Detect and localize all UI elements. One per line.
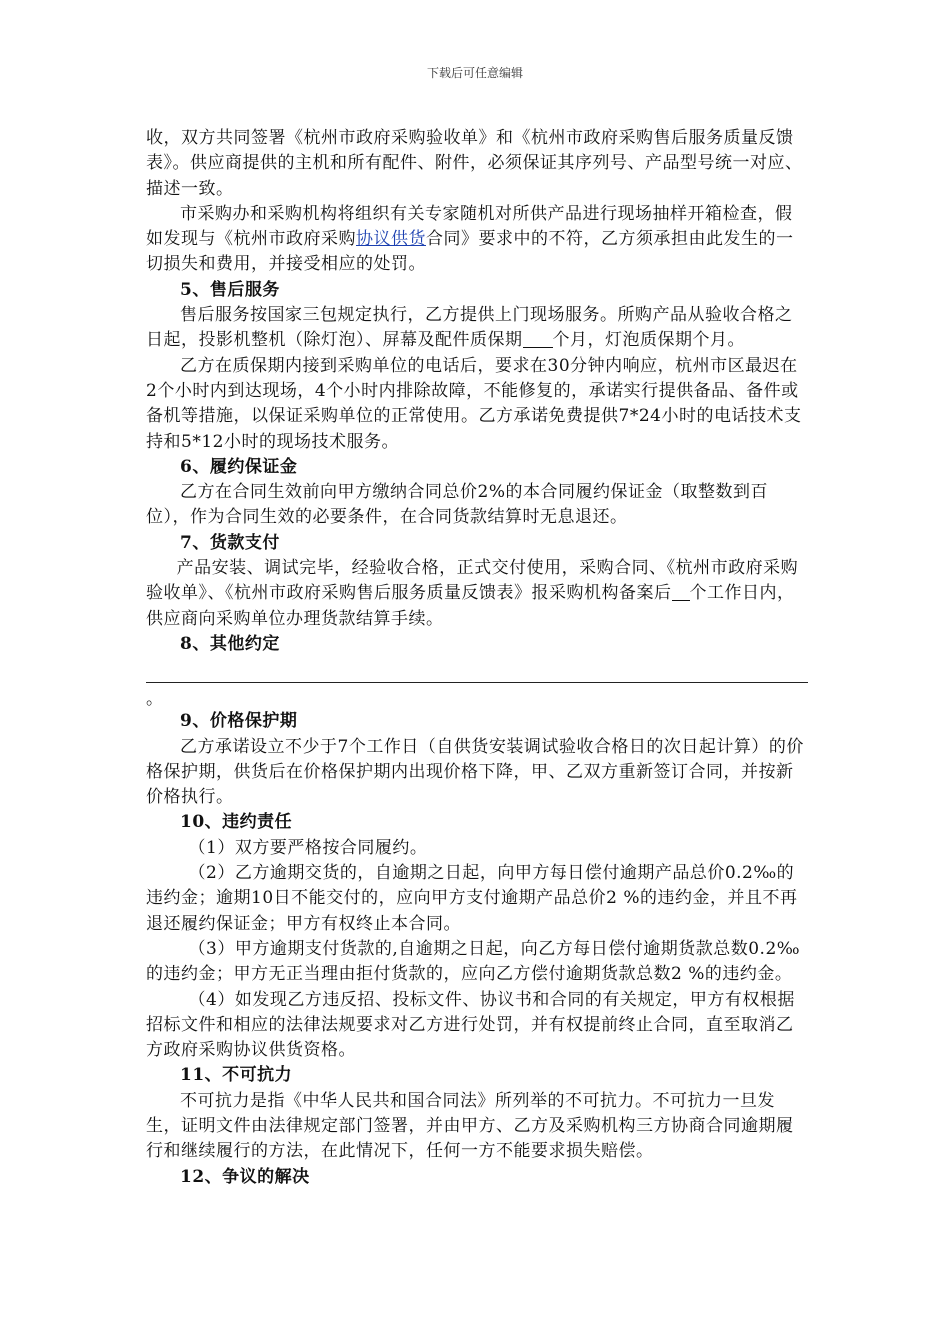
section-heading-12: 12、争议的解决 (180, 1166, 310, 1187)
section-heading-6: 6、履约保证金 (180, 456, 298, 477)
document-body (146, 126, 808, 1190)
paragraph-inspection (146, 202, 808, 278)
paragraph-price-protection: 乙方承诺设立不少于7个工作日（自供货安装调试验收合格日的次日起计算）的价格保护期，供货后在价格保护期内出现价格下降，甲、乙双方重新签订合同，并按新价格执行。 (146, 736, 804, 808)
period-mark: 。 (146, 689, 164, 710)
text-segment: 个工作日内，供应商向采购单位办理货款结算手续。 (146, 583, 795, 629)
paragraph-response: 乙方在质保期内接到采购单位的电话后，要求在30分钟内响应，杭州市区最迟在2个小时内到达现场，4个小时内排除故障，不能修复的，承诺实行提供备品、备件或备机等措施，以保证采购单位的正常使用。乙方承诺免费提供7*24小时的电话技术支持和5*12小时的现场技术服务。 (146, 355, 802, 452)
text-segment: 个月，灯泡质保期个月。 (552, 330, 745, 351)
agreement-link[interactable]: 协议供货 (356, 229, 426, 250)
liability-item-4: （4）如发现乙方违反招、投标文件、协议书和合同的有关规定，甲方有权根据招标文件和相应的法律法规要求对乙方进行处罚，并有权提前终止合同，直至取消乙方政府采购协议供货资格。 (146, 989, 795, 1061)
paragraph-acceptance: 收，双方共同签署《杭州市政府采购验收单》和《杭州市政府采购售后服务质量反馈表》。供应商提供的主机和所有配件、附件，必须保证其序列号、产品型号统一对应、描述一致。 (146, 128, 803, 199)
text-segment: 市采购办和采购机构将组织有关专家随机对所供产品进行现场抽样开箱检查，假如发现与《杭州市政府采购 (146, 203, 793, 250)
text-segment: 售后服务按国家三包规定执行，乙方提供上门现场服务。所购产品从验收合格之日起，投影机整机（除灯泡）、屏幕及配件质保期 (146, 305, 793, 351)
paragraph-force-majeure: 不可抗力是指《中华人民共和国合同法》所列举的不可抗力。不可抗力一旦发生，证明文件由法律规定部门签署，并由甲方、乙方及采购机构三方协商合同逾期履行和继续履行的方法，在此情况下，任何一方不能要求损失赔偿。 (146, 1090, 794, 1162)
text-segment: 合同》要求中的不符，乙方须承担由此发生的一切损失和费用，并接受相应的处罚。 (146, 229, 794, 275)
liability-item-1: （1）双方要严格按合同履约。 (188, 837, 428, 858)
blank-field (672, 583, 690, 601)
section-heading-9: 9、价格保护期 (180, 711, 298, 732)
section-heading-11: 11、不可抗力 (180, 1065, 293, 1086)
paragraph-deposit: 乙方在合同生效前向甲方缴纳合同总价2%的本合同履约保证金（取整数到百位），作为合同生效的必要条件，在合同货款结算时无息退还。 (146, 482, 768, 528)
paragraph-payment (146, 556, 808, 632)
section-heading-7: 7、货款支付 (180, 532, 280, 553)
section-heading-8: 8、其他约定 (180, 633, 280, 654)
paragraph-warranty (146, 303, 808, 354)
liability-item-2: （2）乙方逾期交货的，自逾期之日起，向甲方每日偿付逾期产品总价0.2‰的违约金；逾期10日不能交付的，应向甲方支付逾期产品总价2 %的违约金，并且不再退还履约保证金；甲方有权终止本合同。 (146, 863, 798, 934)
section-heading-5: 5、售后服务 (180, 279, 280, 300)
blank-field (523, 330, 553, 348)
text-segment: 产品安装、调试完毕，经验收合格，正式交付使用，采购合同、《杭州市政府采购验收单》、《杭州市政府采购售后服务质量反馈表》报采购机构备案后 (146, 558, 799, 604)
page-header: 下载后可任意编辑 (426, 66, 523, 80)
liability-item-3: （3）甲方逾期支付货款的,自逾期之日起，向乙方每日偿付逾期货款总数0.2‰的违约金；甲方无正当理由拒付货款的，应向乙方偿付逾期货款总数2 %的违约金。 (146, 938, 801, 985)
blank-line (146, 657, 808, 683)
section-heading-10: 10、违约责任 (180, 812, 293, 833)
